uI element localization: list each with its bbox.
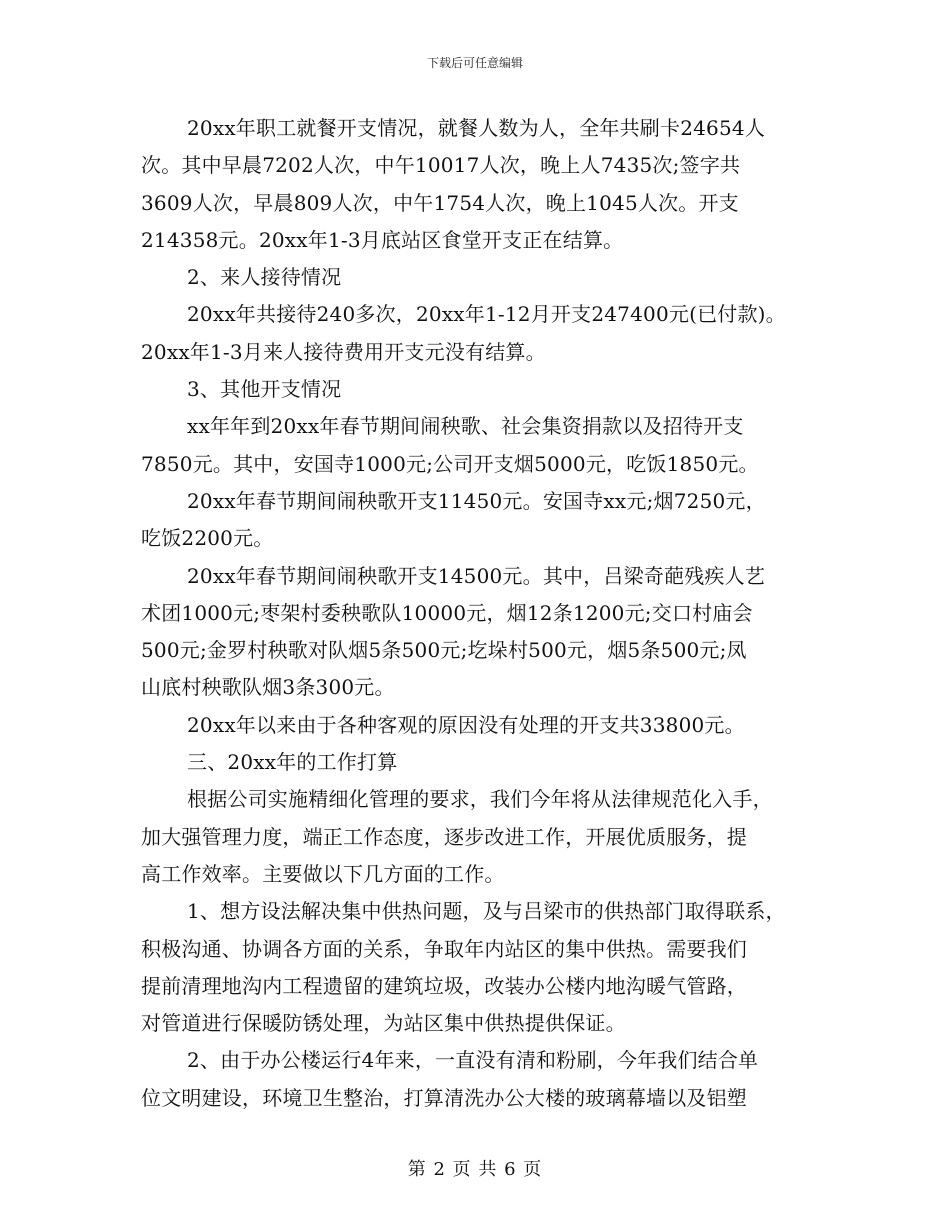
page-header-note: 下载后可任意编辑 <box>426 56 523 70</box>
text-line: 500元;金罗村秧歌对队烟5条500元;圪垛村500元，烟5条500元;凤 <box>141 638 747 663</box>
document-body <box>141 110 821 1117</box>
text-line: 高工作效率。主要做以下几方面的工作。 <box>141 861 505 886</box>
text-line: 提前清理地沟内工程遗留的建筑垃圾，改装办公楼内地沟暖气管路， <box>141 973 747 998</box>
text-line: 位文明建设，环境卫生整治，打算清洗办公大楼的玻璃幕墙以及铝塑 <box>141 1085 747 1110</box>
text-line: 根据公司实施精细化管理的要求，我们今年将从法律规范化入手， <box>187 787 773 812</box>
text-line: 20xx年共接待240多次，20xx年1-12月开支247400元(已付款)。 <box>187 302 786 327</box>
text-line: 3609人次，早晨809人次，中午1754人次，晚上1045人次。开支 <box>141 190 739 215</box>
text-line: 吃饭2200元。 <box>141 526 274 551</box>
text-line: 对管道进行保暖防锈处理，为站区集中供热提供保证。 <box>141 1011 626 1036</box>
text-line: 20xx年春节期间闹秧歌开支14500元。其中，吕梁奇葩残疾人艺 <box>187 563 766 588</box>
page-number: 第 2 页 共 6 页 <box>407 1159 543 1180</box>
text-line: xx年年到20xx年春节期间闹秧歌、社会集资捐款以及招待开支 <box>187 414 744 439</box>
section-heading: 2、来人接待情况 <box>187 265 342 290</box>
text-line: 次。其中早晨7202人次，中午10017人次，晚上人7435次;签字共 <box>141 153 741 178</box>
text-line: 20xx年职工就餐开支情况，就餐人数为人，全年共刷卡24654人 <box>187 116 766 140</box>
section-heading: 三、20xx年的工作打算 <box>187 750 398 775</box>
text-line: 加大强管理力度，端正工作态度，逐步改进工作，开展优质服务，提 <box>141 824 747 849</box>
section-heading: 3、其他开支情况 <box>187 377 342 402</box>
text-line: 山底村秧歌队烟3条300元。 <box>141 675 395 700</box>
text-line: 7850元。其中，安国寺1000元;公司开支烟5000元，吃饭1850元。 <box>141 451 759 476</box>
text-line: 积极沟通、协调各方面的关系，争取年内站区的集中供热。需要我们 <box>141 936 747 961</box>
text-line: 20xx年春节期间闹秧歌开支11450元。安国寺xx元;烟7250元， <box>187 488 766 513</box>
text-line: 20xx年以来由于各种客观的原因没有处理的开支共33800元。 <box>187 712 745 737</box>
text-line: 2、由于办公楼运行4年来，一直没有清和粉刷，今年我们结合单 <box>187 1048 759 1073</box>
text-line: 214358元。20xx年1-3月底站区食堂开支正在结算。 <box>141 227 624 252</box>
text-line: 1、想方设法解决集中供热问题，及与吕梁市的供热部门取得联系， <box>187 899 786 924</box>
text-line: 20xx年1-3月来人接待费用开支元没有结算。 <box>141 339 546 364</box>
text-line: 术团1000元;枣架村委秧歌队10000元，烟12条1200元;交口村庙会 <box>141 600 753 625</box>
